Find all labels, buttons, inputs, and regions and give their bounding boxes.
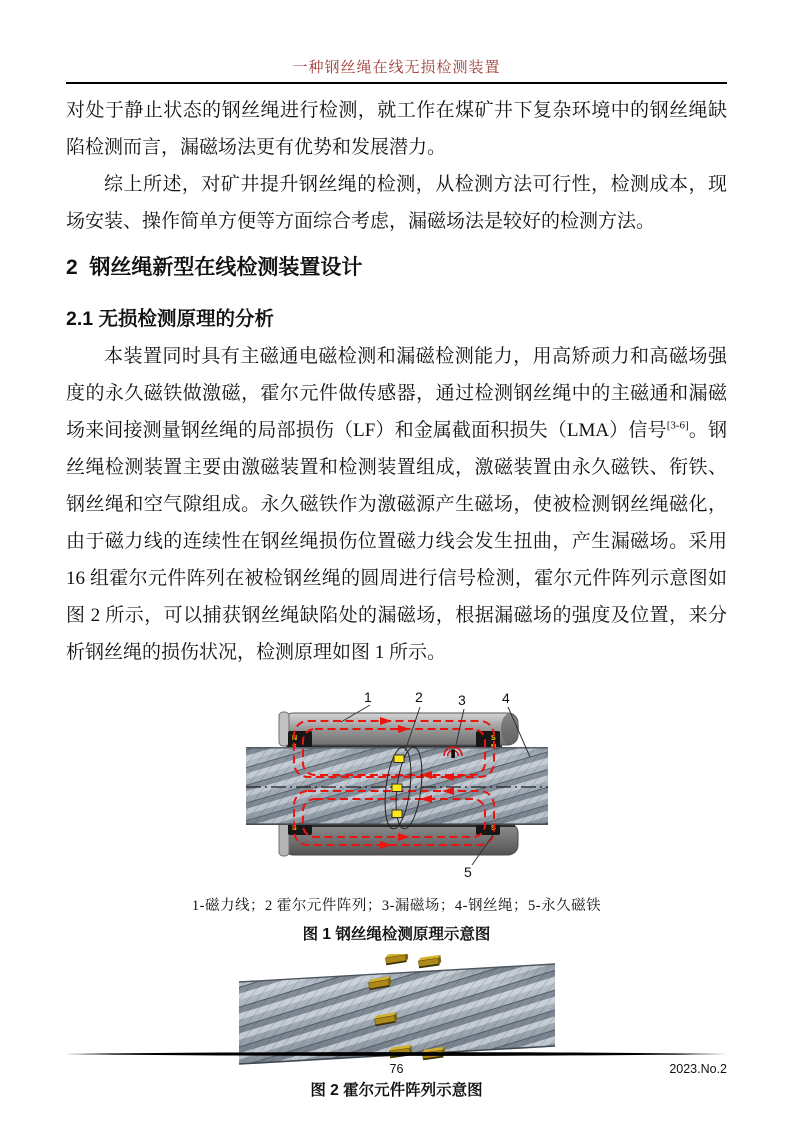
pole-label: N [291, 735, 297, 742]
pole-label: S [291, 825, 297, 832]
figure-1-caption: 图 1 钢丝绳检测原理示意图 [302, 926, 491, 943]
figure-1-legend: 1-磁力线；2 霍尔元件阵列；3-漏磁场；4-钢丝绳；5-永久磁铁 [191, 898, 602, 914]
running-title: 一种钢丝绳在线无损检测装置 [292, 60, 501, 76]
paragraph-2: 综上所述，对矿井提升钢丝绳的检测，从检测方法可行性，检测成本，现场安装、操作简单方便等方面综合考虑，漏磁场法是较好的检测方法。 [66, 174, 727, 232]
page-number: 76 [389, 1062, 404, 1076]
pole-label: S [490, 825, 496, 832]
paragraph-3-text-cont: 。钢丝绳检测装置主要由激磁装置和检测装置组成，激磁装置由永久磁铁、衔铁、钢丝绳和空气隙组成。永久磁铁作为激磁源产生磁场，使被检测钢丝绳磁化，由于磁力线的连续性在钢丝绳损伤位置磁力线会发生扭曲，产生漏磁场。采用 16 组霍尔元件阵列在被检钢丝绳的圆周进行信号检测，霍尔元件阵列示意图如图 2 所示，可以捕获钢丝绳缺陷处的漏磁场，根据漏磁场的强度及位置，来分析钢丝绳的损伤状况，检测原理如图 1 所示。 [66, 420, 727, 663]
hall-chip [385, 954, 409, 965]
section-heading-2: 2 钢丝绳新型在线检测装置设计 [66, 256, 363, 279]
figure-1 [66, 685, 727, 944]
section-heading-2-1: 2.1 无损检测原理的分析 [66, 308, 275, 330]
body-text [66, 92, 727, 671]
paragraph-1: 对处于静止状态的钢丝绳进行检测，就工作在煤矿井下复杂环境中的钢丝绳缺陷检测而言，漏磁场法更有优势和发展潜力。 [66, 100, 727, 158]
paragraph-3-text: 本装置同时具有主磁通电磁检测和漏磁检测能力，用高矫顽力和高磁场强度的永久磁铁做激磁，霍尔元件做传感器，通过检测钢丝绳中的主磁通和漏磁场来间接测量钢丝绳的局部损伤（LF）和金属截面积损失（LMA）信号 [66, 346, 727, 441]
callout-4: 4 [501, 690, 510, 706]
running-header [66, 0, 727, 84]
hall-element [392, 784, 402, 792]
figure-2-caption: 图 2 霍尔元件阵列示意图 [310, 1082, 483, 1099]
hall-chip [418, 955, 442, 968]
pole-label: S [490, 735, 496, 742]
callout-1: 1 [363, 689, 372, 705]
page-footer [66, 1046, 727, 1082]
footer-rule [66, 1051, 727, 1057]
figure-1-diagram [246, 685, 548, 883]
issue-number: 2023.No.2 [669, 1062, 727, 1076]
citation-ref: [3-6] [666, 419, 689, 432]
callout-2: 2 [414, 689, 423, 705]
hall-element [392, 810, 402, 818]
paragraph-3 [66, 338, 727, 671]
hall-element [394, 755, 404, 763]
callout-5: 5 [463, 864, 472, 880]
callout-3: 3 [457, 692, 466, 708]
